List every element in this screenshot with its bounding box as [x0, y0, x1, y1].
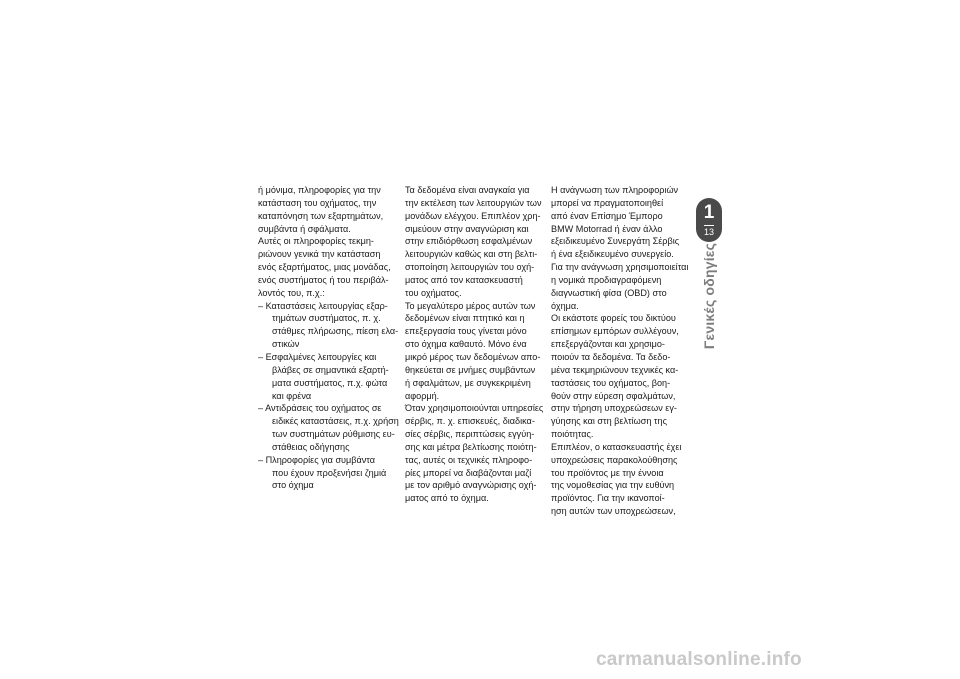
text-line: επίσημων εμπόρων συλλέγουν, — [551, 326, 679, 337]
text-line: του προϊόντος με την έννοια — [551, 467, 664, 478]
text-line: των συστημάτων ρύθμισης ευ- — [272, 429, 395, 440]
text-line: τας, αυτές οι τεχνικές πληροφο- — [405, 454, 533, 465]
text-line: στάθειας οδήγησης — [272, 441, 350, 452]
text-line: δεδομένων είναι πτητικό και η — [405, 313, 525, 324]
chapter-tab — [696, 198, 722, 242]
text-line: συμβάντα ή σφάλματα. — [258, 223, 351, 234]
text-line: ρίες μπορεί να διαβάζονται μαζί — [405, 467, 532, 478]
text-line: στάθμες πλήρωσης, πίεση ελα- — [272, 326, 399, 337]
text-line: επεξεργάζονται και χρησιμο- — [551, 339, 665, 350]
text-line: θηκεύεται σε μνήμες συμβάντων — [405, 364, 536, 375]
text-line: ηση αυτών των υποχρεώσεων, — [551, 506, 676, 517]
text-line: η νομικά προδιαγραφόμενη — [551, 274, 662, 285]
text-line: Οι εκάστοτε φορείς του δικτύου — [551, 313, 676, 324]
text-line: μικρό μέρος των δεδομένων απο- — [405, 351, 541, 362]
text-line: καταπόνηση των εξαρτημάτων, — [258, 210, 384, 221]
text-line: στην επιδιόρθωση εσφαλμένων — [405, 236, 533, 247]
text-line: της νομοθεσίας για την ευθύνη — [551, 480, 675, 491]
text-line: ματος από το όχημα. — [405, 493, 489, 504]
text-line: και φρένα — [272, 390, 312, 401]
text-line: Για την ανάγνωση χρησιμοποιείται — [551, 262, 689, 273]
text-line: ματος από τον κατασκευαστή — [405, 274, 523, 285]
text-line: την εκτέλεση των λειτουργιών των — [405, 197, 542, 208]
text-line: Επιπλέον, ο κατασκευαστής έχει — [551, 441, 682, 452]
text-line: ειδικές καταστάσεις, π.χ. χρήση — [272, 416, 399, 427]
text-column-1 — [258, 184, 403, 492]
text-line: στοποίηση λειτουργιών του οχή- — [405, 262, 535, 273]
text-line: ποιούν τα δεδομένα. Τα δεδο- — [551, 351, 671, 362]
chapter-number: 1 — [703, 202, 715, 223]
text-line: ή ένα εξειδικευμένο συνεργείο. — [551, 249, 674, 260]
text-line: σέρβις, π. χ. επισκευές, διαδικα- — [405, 416, 535, 427]
text-line: επεξεργασία τους γίνεται μόνο — [405, 326, 527, 337]
text-line: βλάβες σε σημαντικά εξαρτή- — [272, 364, 389, 375]
text-line: μπορεί να πραγματοποιηθεί — [551, 197, 664, 208]
text-line: σιμεύουν στην αναγνώριση και — [405, 223, 529, 234]
text-line: ποιότητας. — [551, 429, 594, 440]
text-line: αφορμή. — [405, 390, 440, 401]
text-line: ή σφαλμάτων, με συγκεκριμένη — [405, 377, 531, 388]
text-line: στην τήρηση υποχρεώσεων εγ- — [551, 403, 677, 414]
text-line: στο όχημα — [272, 480, 314, 491]
text-line: τημάτων συστήματος, π. χ. — [272, 313, 381, 324]
text-line: σίες σέρβις, περιπτώσεις εγγύη- — [405, 429, 535, 440]
text-line: όχημα. — [551, 300, 579, 311]
watermark: carmanualsonline.info — [596, 649, 802, 670]
text-line: ταστάσεις του οχήματος, βοη- — [551, 377, 671, 388]
text-line: Η ανάγνωση των πληροφοριών — [551, 185, 679, 195]
section-title: Γενικές οδηγίες — [701, 242, 717, 350]
text-line: εξειδικευμένο Συνεργάτη Σέρβις — [551, 236, 680, 247]
text-line: ριώνουν γενικά την κατάσταση — [258, 249, 381, 260]
text-line: στο όχημα καθαυτό. Μόνο ένα — [405, 339, 527, 350]
text-column-3 — [551, 184, 696, 518]
chapter-divider — [704, 225, 714, 226]
text-line: διαγνωστική φίσα (OBD) στο — [551, 287, 667, 298]
text-line: κατάσταση του οχήματος, την — [258, 197, 377, 208]
text-column-2 — [405, 184, 550, 505]
text-line: σης και μέτρα βελτίωσης ποιότη- — [405, 441, 537, 452]
text-line: Τα δεδομένα είναι αναγκαία για — [405, 185, 530, 195]
text-line: θούν στην εύρεση σφαλμάτων, — [551, 390, 676, 401]
text-line: από έναν Επίσημο Έμπορο — [551, 210, 663, 221]
text-line: – Πληροφορίες για συμβάντα — [258, 454, 376, 465]
text-line: ή μόνιμα, πληροφορίες για την — [258, 185, 381, 195]
text-line: προϊόντος. Για την ικανοποί- — [551, 493, 665, 504]
text-line: στικών — [272, 339, 300, 350]
text-line: ενός συστήματος ή του περιβάλ- — [258, 274, 389, 285]
text-line: Όταν χρησιμοποιούνται υπηρεσίες — [405, 403, 544, 414]
page-number: 13 — [703, 227, 714, 237]
text-line: που έχουν προξενήσει ζημιά — [272, 467, 387, 478]
text-line: του οχήματος. — [405, 287, 462, 298]
text-line: Αυτές οι πληροφορίες τεκμη- — [258, 236, 374, 247]
text-line: μένα τεκμηριώνουν τεχνικές κα- — [551, 364, 679, 375]
text-line: BMW Motorrad ή έναν άλλο — [551, 223, 663, 234]
text-line: λοντός του, π.χ.: — [258, 287, 325, 298]
text-line: Το μεγαλύτερο μέρος αυτών των — [405, 300, 536, 311]
text-line: – Εσφαλμένες λειτουργίες και — [258, 351, 377, 362]
text-line: γύησης και στη βελτίωση της — [551, 416, 667, 427]
text-line: μονάδων ελέγχου. Επιπλέον χρη- — [405, 210, 541, 221]
text-line: ενός εξαρτήματος, μιας μονάδας, — [258, 262, 391, 273]
text-line: λειτουργιών καθώς και στη βελτι- — [405, 249, 538, 260]
text-line: – Καταστάσεις λειτουργίας εξαρ- — [258, 300, 388, 311]
text-line: ματα συστήματος, π.χ. φώτα — [272, 377, 388, 388]
text-line: με τον αριθμό αναγνώρισης οχή- — [405, 480, 537, 491]
text-line: υποχρεώσεις παρακολούθησης — [551, 454, 678, 465]
text-line: – Αντιδράσεις του οχήματος σε — [258, 403, 382, 414]
